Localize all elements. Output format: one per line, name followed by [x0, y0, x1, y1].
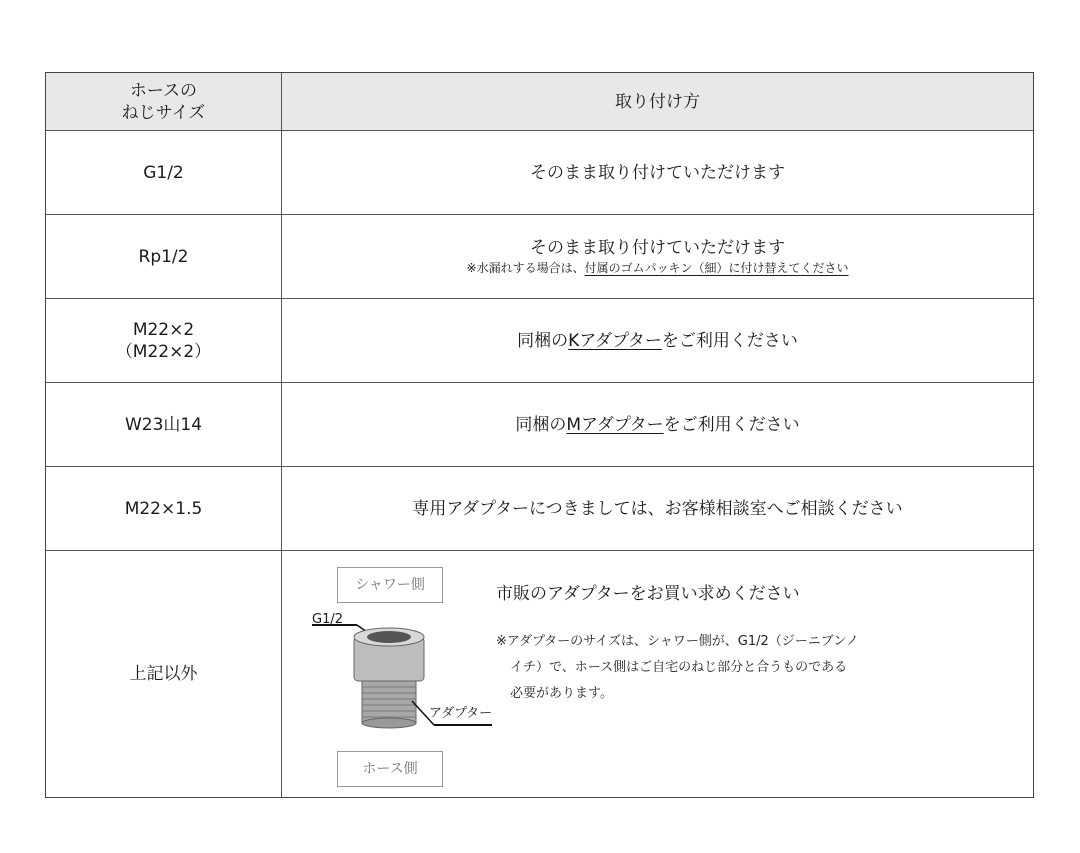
- table-row: [46, 215, 1033, 299]
- table-row: [46, 299, 1033, 383]
- row-method: [282, 551, 1033, 797]
- buy-adapter-note: ※アダプターのサイズは、シャワー側が、G1/2（ジーニブンノ イチ）で、ホース側はご自宅のねじ部分と合うものである 必要があります。: [496, 634, 859, 701]
- adapter-label: アダプター: [429, 706, 493, 721]
- table-row: [46, 467, 1033, 551]
- k-adapter-link[interactable]: Kアダプター: [568, 330, 662, 351]
- table-header-row: [46, 73, 1033, 131]
- table-row: [46, 551, 1033, 797]
- buy-adapter-title: 市販のアダプターをお買い求めください: [496, 584, 800, 604]
- row-size: M22×1.5: [46, 467, 282, 550]
- table-row: [46, 383, 1033, 467]
- row-size: M22×2 （M22×2）: [46, 299, 282, 382]
- rubber-packing-link[interactable]: 付属のゴムパッキン（細）に付け替えてください: [584, 261, 849, 275]
- row-method: そのまま取り付けていただけます ※水漏れする場合は、付属のゴムパッキン（細）に付け替えてください: [466, 238, 849, 275]
- row-method: そのまま取り付けていただけます: [530, 162, 785, 183]
- row-method: 同梱のMアダプターをご利用ください: [515, 414, 800, 435]
- header-install-method: [282, 73, 1033, 130]
- m-adapter-link[interactable]: Mアダプター: [566, 414, 664, 435]
- row-size: W23山14: [46, 383, 282, 466]
- row-size: G1/2: [46, 131, 282, 214]
- g-thread-label: G1/2: [312, 612, 343, 627]
- row-method: 専用アダプターにつきましては、お客様相談室へご相談ください: [412, 498, 903, 519]
- header-col2-label: 取り付け方: [615, 91, 700, 112]
- row-note: ※水漏れする場合は、付属のゴムパッキン（細）に付け替えてください: [466, 261, 849, 275]
- row-method: 同梱のKアダプターをご利用ください: [517, 330, 798, 351]
- row-size: 上記以外: [46, 551, 282, 797]
- header-col1-line2: ねじサイズ: [121, 102, 206, 123]
- shower-side-label: シャワー側: [337, 567, 443, 603]
- table-row: [46, 131, 1033, 215]
- hose-side-label: ホース側: [337, 751, 443, 787]
- header-hose-thread-size: [46, 73, 282, 130]
- header-col1-line1: ホースの: [129, 80, 198, 101]
- adapter-table: [45, 72, 1034, 798]
- row-size: Rp1/2: [46, 215, 282, 298]
